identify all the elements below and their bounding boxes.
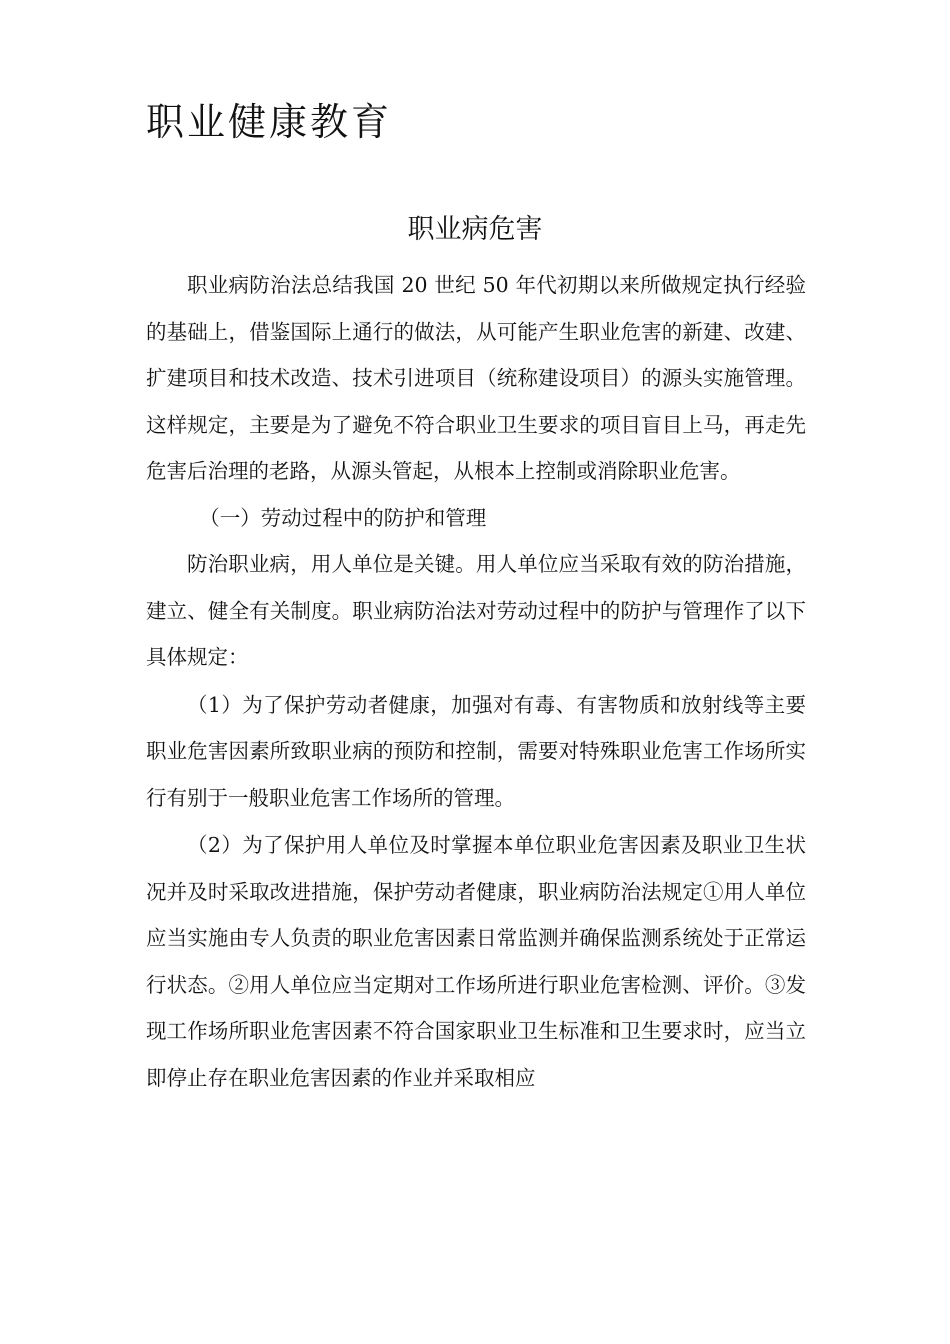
document-title: 职业健康教育 [146, 100, 393, 144]
paragraph-prevention: 防治职业病，用人单位是关键。用人单位应当采取有效的防治措施，建立、健全有关制度。职业病防治法对劳动过程中的防护与管理作了以下具体规定： [146, 552, 806, 669]
document-body [146, 262, 806, 1101]
paragraph-intro: 职业病防治法总结我国 20 世纪 50 年代初期以来所做规定执行经验的基础上，借鉴国际上通行的做法，从可能产生职业危害的新建、改建、扩建项目和技术改造、技术引进项目（统称建设项目）的源头实施管理。这样规定，主要是为了避免不符合职业卫生要求的项目盲目上马，再走先危害后治理的老路，从源头管起，从根本上控制或消除职业危害。 [146, 273, 806, 483]
section-title: 职业病危害 [407, 214, 543, 245]
paragraph-item-2: （2）为了保护用人单位及时掌握本单位职业危害因素及职业卫生状况并及时采取改进措施，保护劳动者健康，职业病防治法规定①用人单位应当实施由专人负责的职业危害因素日常监测并确保监测系统处于正常运行状态。②用人单位应当定期对工作场所进行职业危害检测、评价。③发现工作场所职业危害因素不符合国家职业卫生标准和卫生要求时，应当立即停止存在职业危害因素的作业并采取相应 [146, 833, 806, 1090]
paragraph-item-1: （1）为了保护劳动者健康，加强对有毒、有害物质和放射线等主要职业危害因素所致职业病的预防和控制，需要对特殊职业危害工作场所实行有别于一般职业危害工作场所的管理。 [146, 692, 806, 810]
subheading-labor-protection: （一）劳动过程中的防护和管理 [199, 505, 487, 530]
